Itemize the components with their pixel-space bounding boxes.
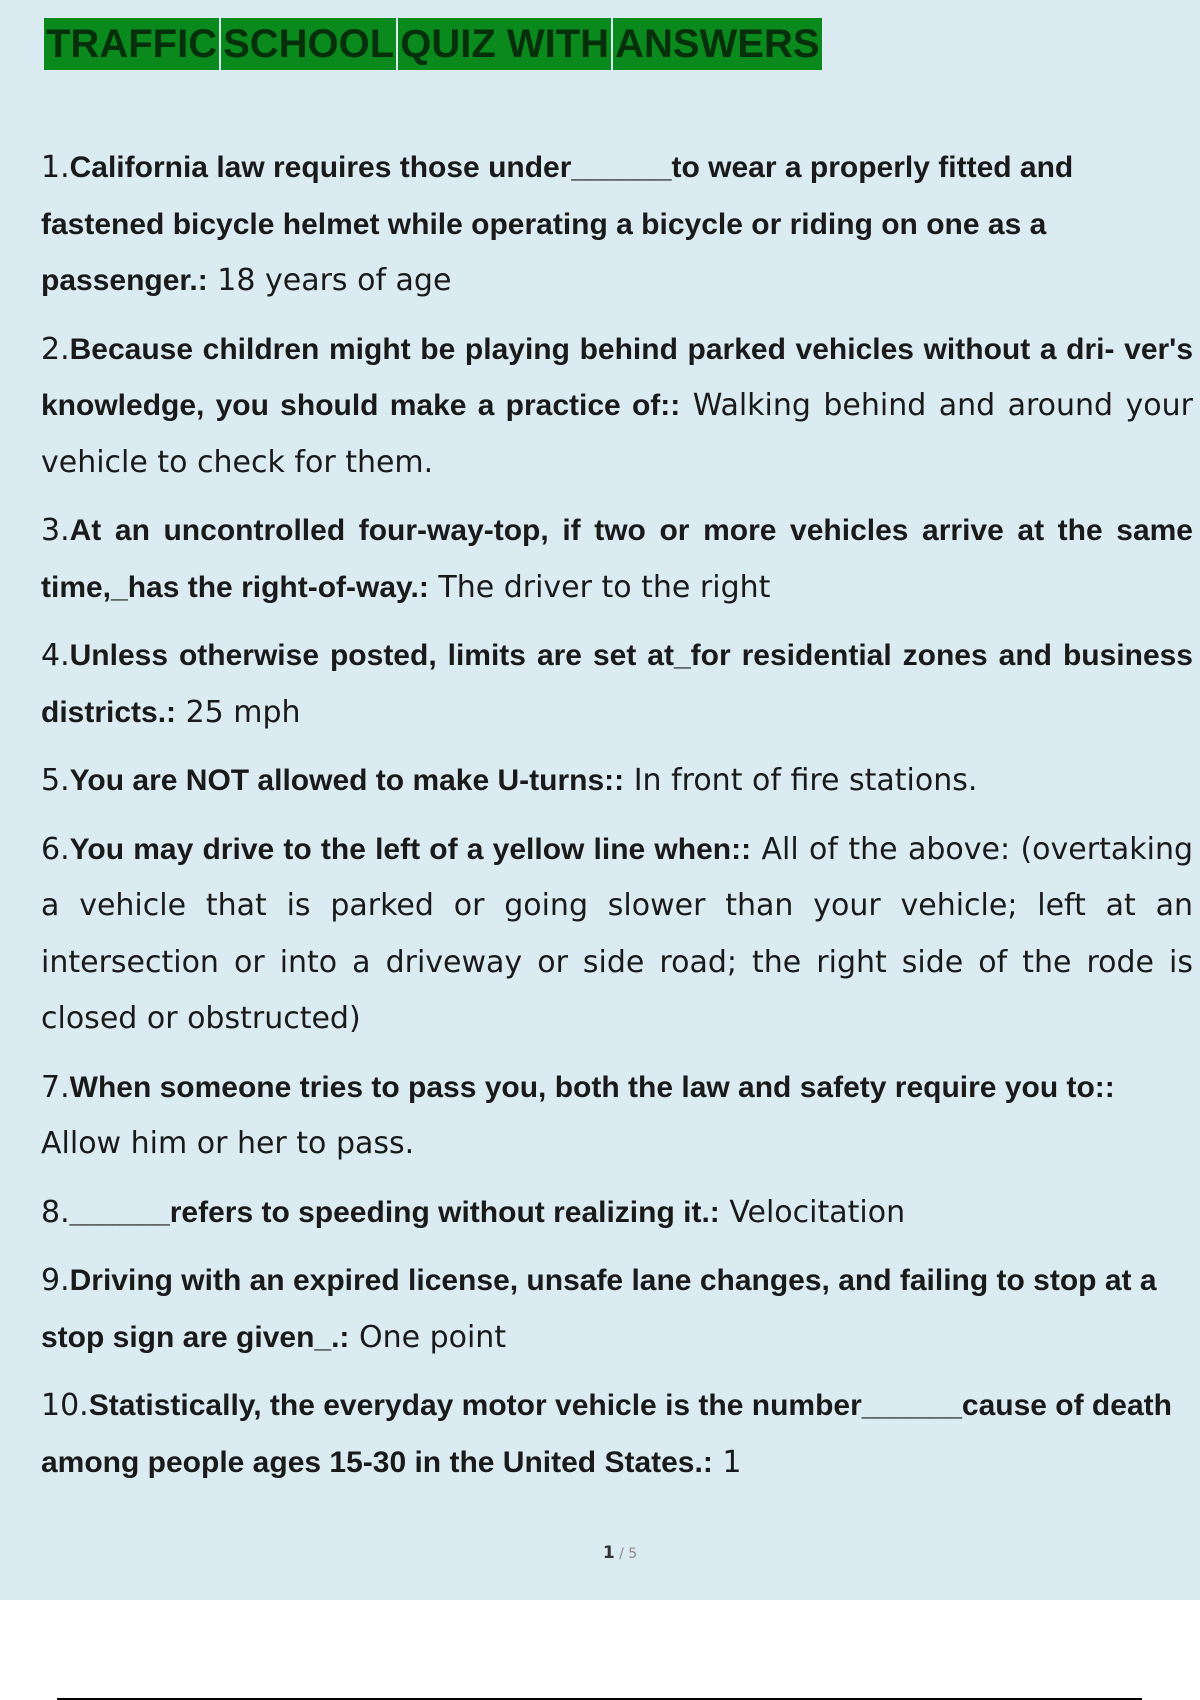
answer-text: In front of fire stations. (624, 763, 978, 798)
question-item-3 (41, 503, 1193, 616)
question-item-2 (41, 322, 1193, 492)
question-number: 1. (41, 150, 70, 185)
question-item-6 (41, 822, 1193, 1048)
question-number: 7. (41, 1069, 70, 1105)
question-text: Driving with an expired license, unsafe lane changes, and failing to stop at a stop sign are given_.: (41, 1264, 1157, 1354)
question-list (41, 140, 1193, 1503)
question-item-5 (41, 753, 1193, 810)
question-text: Statistically, the everyday motor vehicle is the number______cause of death among people ages 15-30 in the United States.: (41, 1389, 1172, 1479)
answer-text: Walking behind and around your vehicle to check for them. (41, 388, 1194, 480)
current-page: 1 (602, 1543, 615, 1563)
question-number: 8. (41, 1194, 70, 1230)
question-text: You may drive to the left of a yellow line when:: (69, 832, 752, 866)
question-item-1 (41, 140, 1193, 310)
question-number: 3. (41, 513, 70, 548)
question-item-8 (41, 1185, 1193, 1242)
question-text: ______refers to speeding without realizing it.: (69, 1195, 720, 1229)
title-segment-4: ANSWERS (613, 18, 821, 70)
question-number: 6. (41, 831, 70, 867)
question-text: At an uncontrolled four-way-top, if two or more vehicles arrive at the same time,_has the right-of-way.: (41, 514, 1193, 604)
answer-text: 18 years of age (207, 263, 452, 298)
question-number: 4. (41, 638, 70, 673)
question-text: Unless otherwise posted, limits are set at_for residential zones and business districts.: (41, 639, 1193, 729)
answer-text: Allow him or her to pass. (41, 1126, 415, 1161)
title-segment-3: QUIZ WITH (398, 18, 613, 70)
answer-text: 25 mph (176, 694, 301, 730)
answer-text: All of the above: (overtaking a vehicle that is parked or going slower than your vehicle; left at an intersection or into a driveway or side road; the right side of the rode is closed or obstructed) (41, 831, 1193, 1036)
title-segment-2: SCHOOL (221, 18, 398, 70)
question-item-9 (41, 1253, 1193, 1366)
question-number: 9. (41, 1263, 70, 1298)
answer-text: One point (349, 1319, 507, 1355)
question-text: When someone tries to pass you, both the law and safety require you to:: (69, 1070, 1115, 1104)
question-text: California law requires those under______to wear a properly fitted and fastened bicycle helmet while operating a bicycle or riding on one as a passenger.: (41, 151, 1074, 297)
question-item-4 (41, 628, 1193, 741)
question-number: 2. (41, 331, 70, 367)
question-text: You are NOT allowed to make U-turns:: (69, 764, 625, 797)
total-pages: / 5 (614, 1546, 638, 1562)
question-number: 5. (41, 763, 70, 798)
answer-text: The driver to the right (428, 569, 771, 605)
answer-text: 1 (712, 1444, 742, 1480)
question-item-10 (41, 1378, 1193, 1491)
page-title (44, 18, 822, 70)
page-number (0, 1543, 1200, 1563)
question-text: Because children might be playing behind parked vehicles without a dri- ver's knowledge, you should make a practice of:: (41, 332, 1193, 422)
question-item-7 (41, 1060, 1193, 1173)
answer-text: Velocitation (719, 1194, 906, 1230)
title-segment-1: TRAFFIC (44, 18, 221, 70)
question-number: 10. (41, 1388, 89, 1423)
